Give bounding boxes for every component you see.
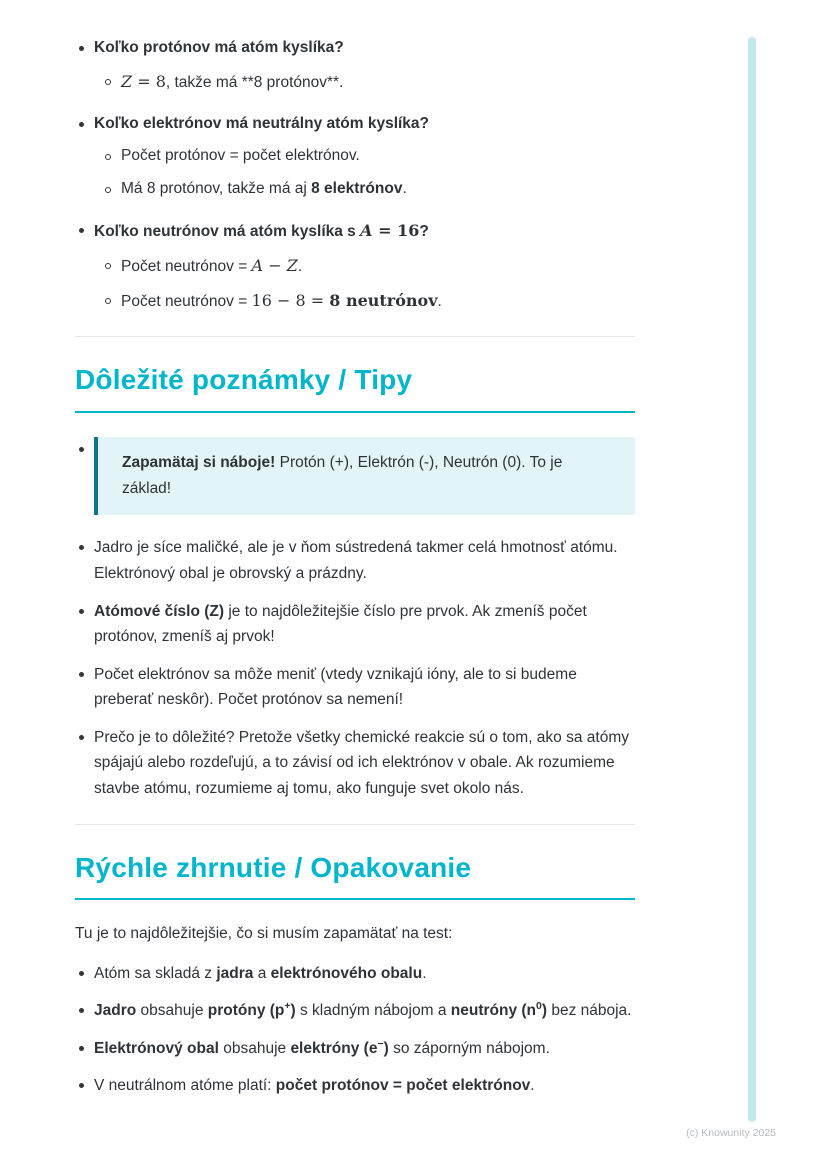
section-divider xyxy=(75,336,635,337)
math-bold-run: 8 neutrónov xyxy=(329,290,438,310)
math-run: Z xyxy=(286,255,298,275)
answer-item xyxy=(101,253,635,280)
text-run: . xyxy=(297,257,303,275)
bullet-icon xyxy=(79,46,84,51)
text-run: . xyxy=(402,180,407,198)
tips-list xyxy=(75,535,635,801)
text-run: obsahuje xyxy=(136,1002,208,1020)
circle-bullet-icon xyxy=(105,298,111,304)
bullet-icon xyxy=(79,1046,84,1051)
math-run: A xyxy=(251,255,264,275)
bold-run: neutróny (n xyxy=(450,1002,537,1020)
answer-item xyxy=(101,288,635,315)
answer-item xyxy=(101,177,635,202)
qa-item xyxy=(75,112,635,202)
answer-text xyxy=(121,253,302,280)
text-run: Jadro je síce maličké, ale je v ňom sústredená takmer celá hmotnosť atómu. Elektrónový obal je obrovský a prázdny. xyxy=(94,539,618,583)
copyright-text: (c) Knowunity 2025 xyxy=(686,1127,776,1139)
bold-run: ) xyxy=(541,1002,548,1020)
math-run: − xyxy=(263,255,287,275)
bold-run: Koľko protónov má atóm kyslíka? xyxy=(94,39,344,56)
bullet-icon xyxy=(79,1083,84,1088)
tip-item xyxy=(75,535,635,586)
text-run: V neutrálnom atóme platí: xyxy=(94,1077,276,1095)
text-run: . xyxy=(530,1077,535,1095)
summary-text xyxy=(94,1036,635,1062)
summary-list xyxy=(75,961,635,1099)
tip-item xyxy=(75,662,635,713)
sup-run: − xyxy=(377,1037,384,1050)
text-run: Prečo je to dôležité? Pretože všetky chemické reakcie sú o tom, ako sa atómy spájajú alebo rozdeľujú, a to závisí od ich elektrónov v obale. Ak rozumieme stavbe atómu, rozumieme aj tomu, ako funguje svet okolo nás. xyxy=(94,728,629,797)
notes-content xyxy=(75,36,635,1099)
summary-text xyxy=(94,961,635,987)
bullet-icon xyxy=(79,1008,84,1013)
tip-text xyxy=(94,599,635,650)
question-row xyxy=(75,218,635,245)
bold-run: elektrónového obalu xyxy=(270,964,423,982)
text-run: bez náboja. xyxy=(547,1002,632,1020)
tip-text xyxy=(94,662,635,713)
text-run: Počet elektrónov sa môže meniť (vtedy vznikajú ióny, ale to si budeme preberať neskôr). Počet protónov sa nemení! xyxy=(94,665,577,709)
section-tips xyxy=(75,362,635,801)
bold-run: Koľko neutrónov má atóm kyslíka s xyxy=(94,222,361,240)
text-run: Má 8 protónov, takže má aj xyxy=(121,180,312,198)
summary-item xyxy=(75,998,635,1024)
summary-item xyxy=(75,1073,635,1099)
summary-text xyxy=(94,1073,635,1099)
bold-run: Koľko elektrónov má neutrálny atóm kyslíka? xyxy=(94,114,430,132)
answer-list xyxy=(101,253,635,315)
qa-item xyxy=(75,36,635,96)
tip-item xyxy=(75,599,635,650)
answer-list xyxy=(101,144,635,202)
bold-run: Elektrónový obal xyxy=(94,1039,219,1057)
answer-item xyxy=(101,144,635,169)
tip-item xyxy=(75,725,635,802)
tips-section-title: Dôležité poznámky / Tipy xyxy=(75,362,635,412)
answer-text xyxy=(121,69,343,96)
summary-intro: Tu je to najdôležitejšie, čo si musím zapamätať na test: xyxy=(75,924,453,942)
bullet-icon xyxy=(79,447,84,452)
text-run: Počet neutrónov = xyxy=(121,257,252,275)
answer-text xyxy=(121,177,407,202)
bold-run: Zapamätaj si náboje! xyxy=(122,453,276,471)
bullet-icon xyxy=(79,122,84,127)
bold-run: 8 elektrónov xyxy=(311,180,403,198)
answer-text xyxy=(121,288,442,315)
callout-row xyxy=(75,437,635,516)
bullet-icon xyxy=(79,735,84,740)
question-text xyxy=(94,112,429,137)
bold-run: elektróny (e xyxy=(290,1039,378,1057)
sup-run: + xyxy=(284,1000,291,1013)
answer-item xyxy=(101,69,635,96)
summary-item xyxy=(75,961,635,987)
text-run: Počet protónov = počet elektrónov. xyxy=(121,147,360,165)
text-run: Atóm sa skladá z xyxy=(94,964,217,982)
text-run: a xyxy=(253,964,271,982)
text-run: , takže má **8 protónov**. xyxy=(165,73,344,91)
tip-text xyxy=(94,535,635,586)
bullet-icon xyxy=(79,672,84,677)
question-text xyxy=(94,36,344,61)
text-run: . xyxy=(437,292,442,310)
callout-text xyxy=(122,450,615,503)
bullet-icon xyxy=(79,228,84,233)
text-run: obsahuje xyxy=(218,1039,291,1057)
question-row xyxy=(75,112,635,137)
bullet-icon xyxy=(79,609,84,614)
summary-text xyxy=(94,998,635,1024)
callout-box xyxy=(94,437,635,516)
circle-bullet-icon xyxy=(105,154,111,160)
bold-run: protóny (p xyxy=(207,1002,285,1020)
qa-list xyxy=(75,36,635,314)
answer-text xyxy=(121,144,360,169)
text-run: s kladným nábojom a xyxy=(295,1002,451,1020)
circle-bullet-icon xyxy=(105,187,111,193)
math-run: = 16 xyxy=(372,220,420,240)
text-run: so záporným nábojom. xyxy=(388,1039,550,1057)
sup-run: 0 xyxy=(536,1000,542,1013)
bullet-icon xyxy=(79,971,84,976)
text-run: Protón (+), Elektrón (-), Neutrón (0). To je základ! xyxy=(122,453,563,498)
summary-section-title: Rýchle zhrnutie / Opakovanie xyxy=(75,850,635,900)
math-run: = 8 xyxy=(132,71,166,91)
math-run: A xyxy=(360,220,373,240)
text-run: . xyxy=(422,964,427,982)
bold-run: Atómové číslo (Z) xyxy=(94,602,225,620)
section-summary xyxy=(75,850,635,1099)
section-divider xyxy=(75,824,635,825)
text-run: Počet neutrónov = xyxy=(121,292,252,310)
bold-run: ) xyxy=(383,1039,389,1057)
scrollbar-thumb[interactable] xyxy=(748,37,756,1122)
tip-text xyxy=(94,725,635,802)
bold-run: jadra xyxy=(216,964,254,982)
answer-list xyxy=(101,69,635,96)
circle-bullet-icon xyxy=(105,263,111,269)
math-run: Z xyxy=(121,71,133,91)
bold-run: ) xyxy=(290,1002,296,1020)
question-text xyxy=(94,218,429,245)
text-run: je to najdôležitejšie číslo pre prvok. Ak zmeníš počet protónov, zmeníš aj prvok! xyxy=(94,602,587,646)
circle-bullet-icon xyxy=(105,79,111,85)
summary-item xyxy=(75,1036,635,1062)
bold-run: Jadro xyxy=(94,1002,137,1020)
question-row xyxy=(75,36,635,61)
bullet-icon xyxy=(79,545,84,550)
qa-item xyxy=(75,218,635,314)
bold-run: počet protónov = počet elektrónov xyxy=(275,1077,531,1095)
math-run: 16 − 8 = xyxy=(251,290,330,310)
bold-run: ? xyxy=(419,222,429,240)
